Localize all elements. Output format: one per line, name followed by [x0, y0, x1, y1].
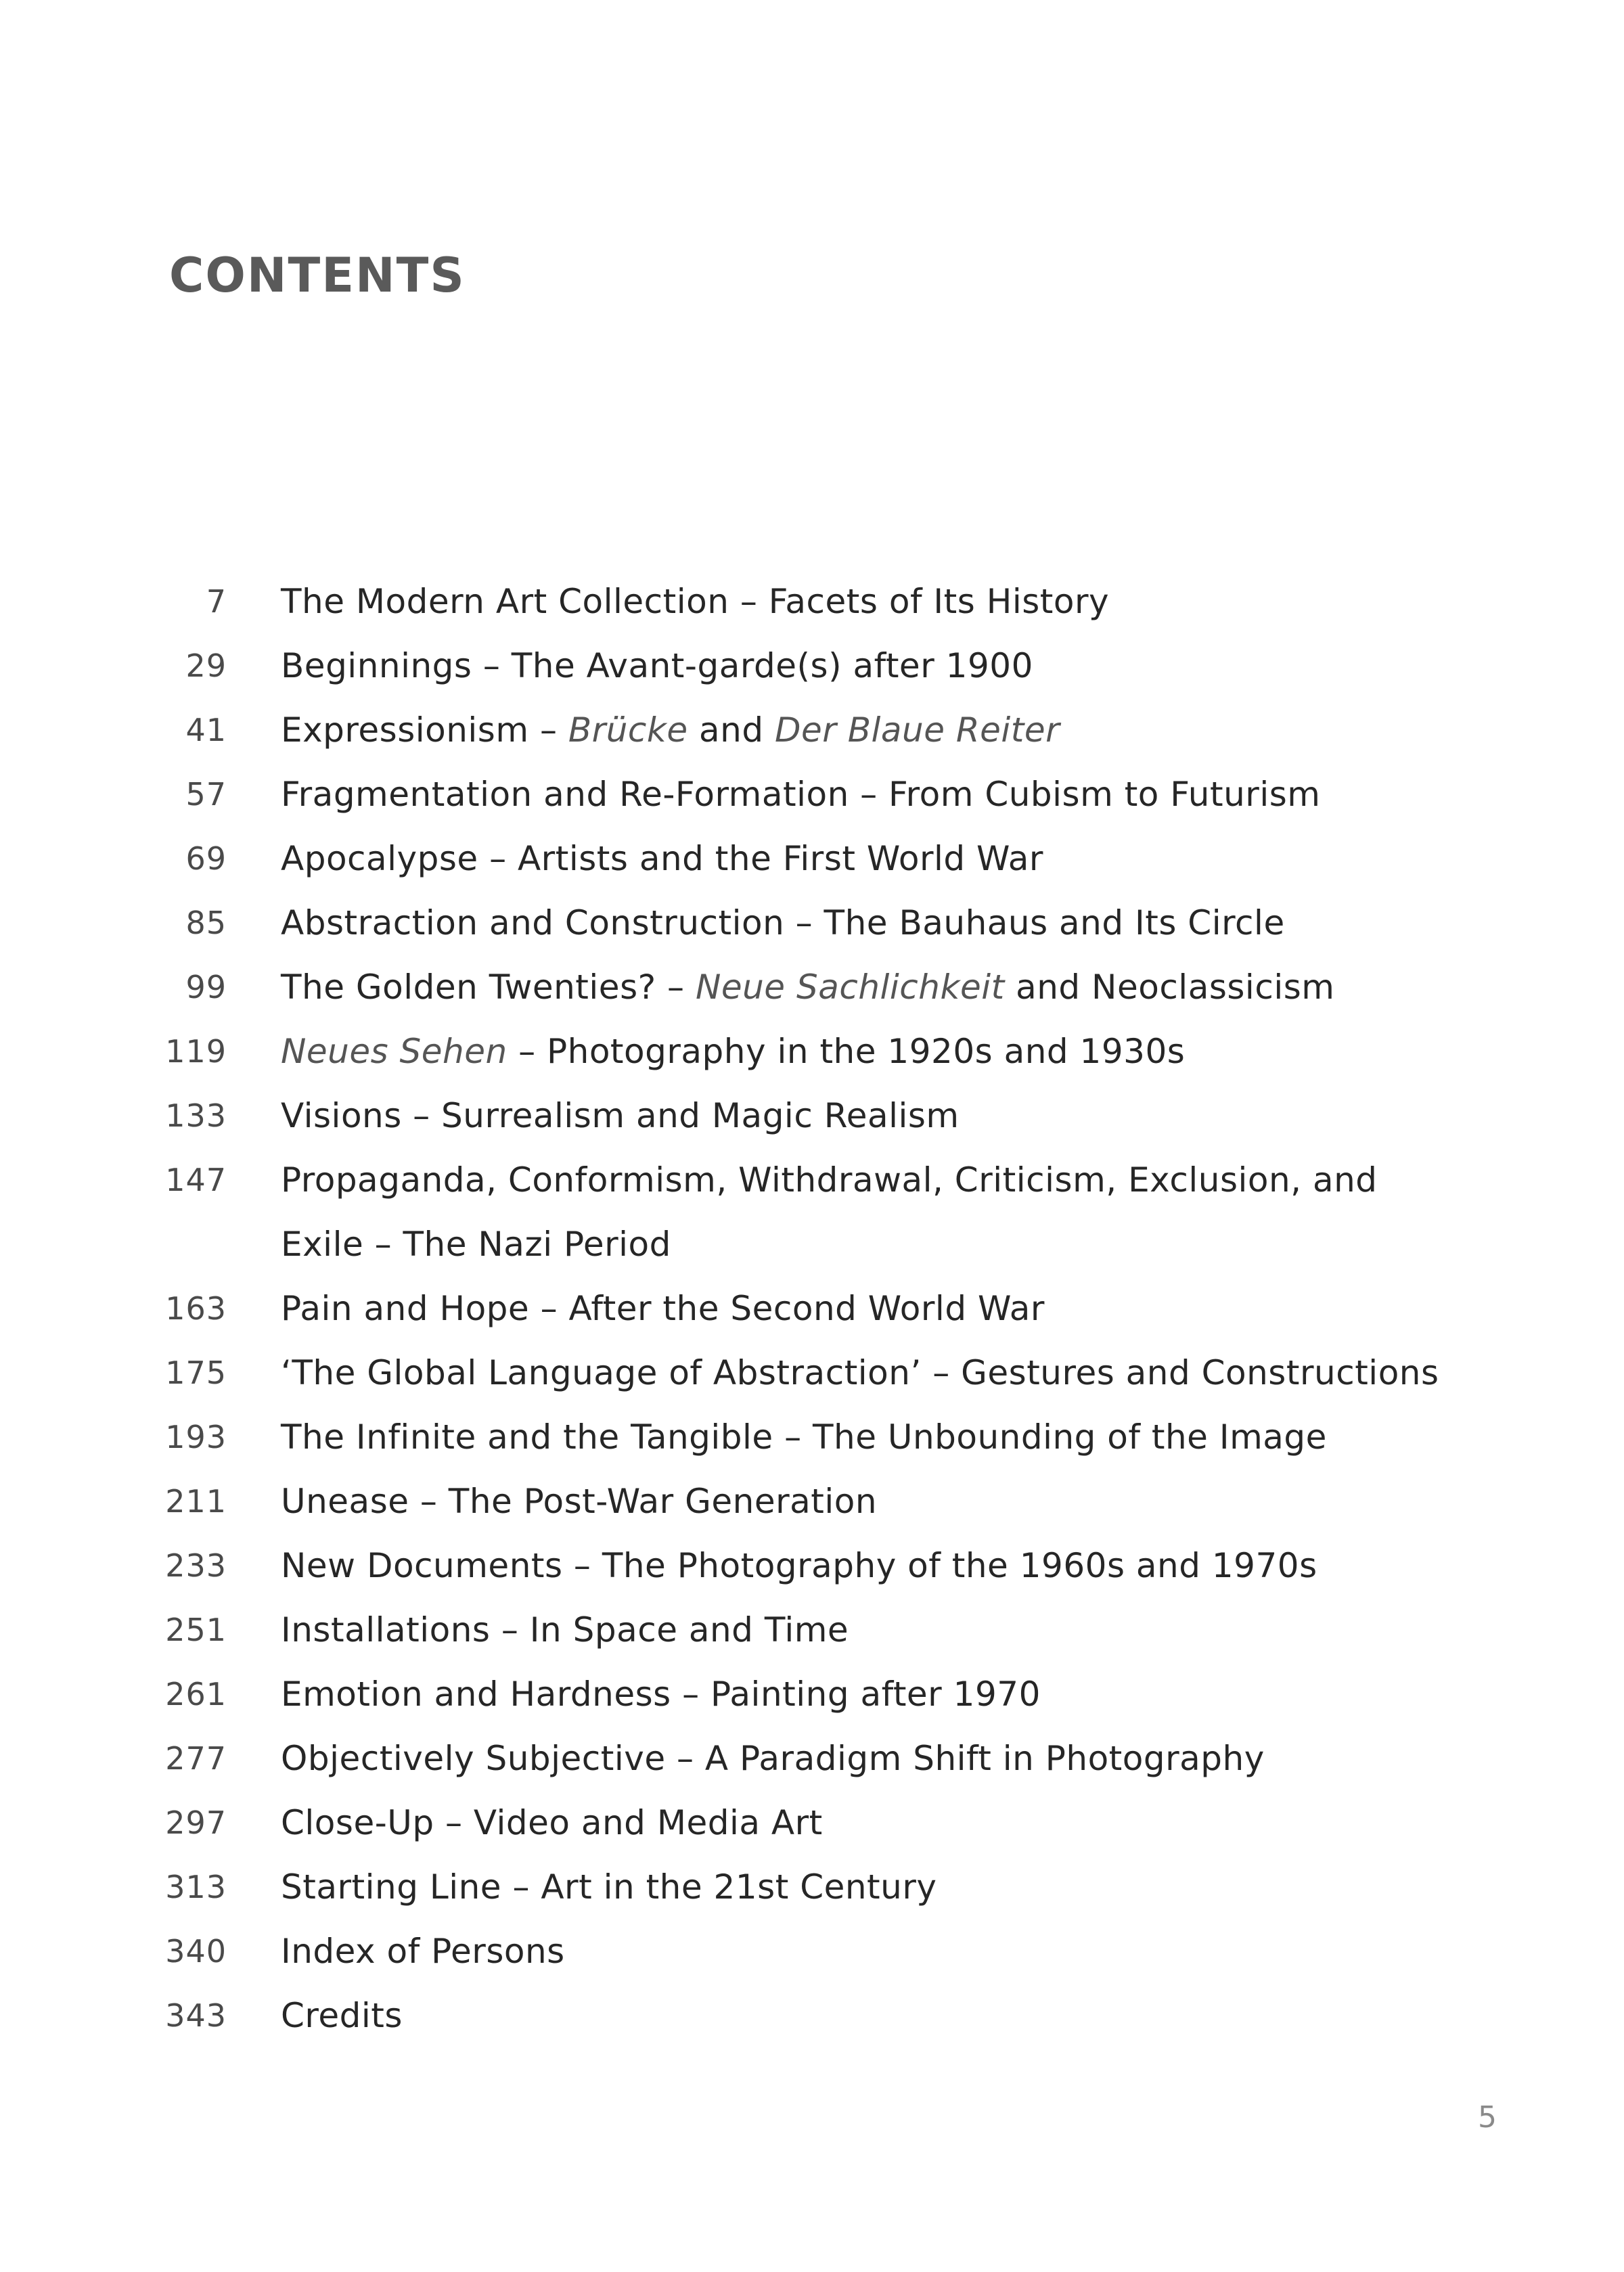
toc-title-segment: ‘The Global Language of Abstraction’ – Gestures and Constructions	[281, 1353, 1439, 1392]
toc-page-number: 193	[165, 1419, 227, 1455]
toc-chapter-title	[281, 1470, 1445, 1534]
toc-entry	[0, 1534, 1624, 1598]
toc-title-segment: Close-Up – Video and Media Art	[281, 1803, 823, 1842]
toc-entry	[0, 891, 1624, 955]
toc-page-number: 233	[165, 1547, 227, 1584]
toc-chapter-title	[281, 1598, 1445, 1662]
toc-chapter-title	[281, 1662, 1445, 1727]
toc-page-number: 297	[165, 1804, 227, 1841]
toc-title-italic-segment: Neues Sehen	[281, 1032, 508, 1071]
contents-heading: CONTENTS	[169, 248, 466, 303]
toc-entry	[0, 1341, 1624, 1405]
toc-title-segment: Starting Line – Art in the 21st Century	[281, 1867, 937, 1907]
toc-page-number: 41	[185, 712, 227, 748]
toc-chapter-title	[281, 955, 1445, 1020]
toc-chapter-title	[281, 827, 1445, 891]
toc-title-segment: New Documents – The Photography of the 1960s and 1970s	[281, 1546, 1317, 1585]
toc-chapter-title	[281, 1148, 1445, 1277]
toc-chapter-title	[281, 634, 1445, 698]
toc-chapter-title	[281, 1020, 1445, 1084]
toc-entry	[0, 1148, 1624, 1277]
toc-page-number: 251	[165, 1612, 227, 1648]
toc-title-segment: Emotion and Hardness – Painting after 1970	[281, 1675, 1041, 1714]
toc-chapter-title	[281, 891, 1445, 955]
toc-entry	[0, 634, 1624, 698]
toc-entry	[0, 1855, 1624, 1919]
toc-entry	[0, 698, 1624, 763]
toc-entry	[0, 1727, 1624, 1791]
toc-chapter-title	[281, 1855, 1445, 1919]
toc-title-segment: Fragmentation and Re-Formation – From Cubism to Futurism	[281, 775, 1321, 814]
toc-page-number: 133	[165, 1097, 227, 1134]
toc-entry	[0, 1984, 1624, 2048]
toc-page-number: 277	[165, 1740, 227, 1777]
toc-entry	[0, 570, 1624, 634]
toc-entry	[0, 1405, 1624, 1470]
toc-chapter-title	[281, 763, 1445, 827]
toc-page-number: 69	[185, 840, 227, 877]
toc-chapter-title	[281, 1277, 1445, 1341]
toc-title-italic-segment: Neue Sachlichkeit	[695, 968, 1005, 1007]
toc-title-segment: Installations – In Space and Time	[281, 1610, 849, 1650]
toc-title-segment: and Neoclassicism	[1004, 968, 1335, 1007]
toc-chapter-title	[281, 570, 1445, 634]
toc-chapter-title	[281, 1405, 1445, 1470]
toc-entry	[0, 827, 1624, 891]
toc-title-segment: Visions – Surrealism and Magic Realism	[281, 1096, 960, 1135]
toc-chapter-title	[281, 1791, 1445, 1855]
toc-title-segment: Expressionism –	[281, 710, 568, 750]
toc-chapter-title	[281, 1534, 1445, 1598]
toc-page-number: 57	[185, 776, 227, 813]
toc-chapter-title	[281, 1341, 1445, 1405]
toc-title-segment: Unease – The Post-War Generation	[281, 1482, 878, 1521]
toc-title-segment: The Golden Twenties? –	[281, 968, 696, 1007]
toc-title-segment: – Photography in the 1920s and 1930s	[507, 1032, 1186, 1071]
toc-page-number: 163	[165, 1290, 227, 1327]
toc-title-segment: The Infinite and the Tangible – The Unbounding of the Image	[281, 1417, 1327, 1457]
toc-entry	[0, 763, 1624, 827]
toc-entry	[0, 1598, 1624, 1662]
toc-entry	[0, 1084, 1624, 1148]
toc-entry	[0, 1919, 1624, 1984]
toc-page-number: 119	[165, 1033, 227, 1070]
toc-title-segment: Index of Persons	[281, 1932, 565, 1971]
toc-entry	[0, 1470, 1624, 1534]
toc-chapter-title	[281, 1084, 1445, 1148]
toc-title-segment: Abstraction and Construction – The Bauhaus and Its Circle	[281, 903, 1285, 942]
toc-page-number: 211	[165, 1483, 227, 1520]
toc-page-number: 175	[165, 1355, 227, 1391]
toc-chapter-title	[281, 1984, 1445, 2048]
toc-chapter-title	[281, 1727, 1445, 1791]
toc-entry	[0, 1020, 1624, 1084]
toc-title-segment: The Modern Art Collection – Facets of Its History	[281, 582, 1110, 621]
toc-entry	[0, 1277, 1624, 1341]
toc-page-number: 7	[206, 583, 227, 620]
toc-title-segment: Pain and Hope – After the Second World War	[281, 1289, 1045, 1328]
toc-title-segment: Propaganda, Conformism, Withdrawal, Criticism, Exclusion, and Exile – The Nazi Period	[281, 1160, 1378, 1264]
toc-entry	[0, 1791, 1624, 1855]
toc-chapter-title	[281, 1919, 1445, 1984]
table-of-contents	[0, 570, 1624, 2048]
toc-page-number: 147	[165, 1162, 227, 1198]
toc-title-segment: Objectively Subjective – A Paradigm Shift in Photography	[281, 1739, 1265, 1778]
toc-entry	[0, 1662, 1624, 1727]
toc-title-segment: and	[687, 710, 775, 750]
toc-page-number: 99	[185, 969, 227, 1005]
toc-page-number: 261	[165, 1676, 227, 1712]
toc-page-number: 343	[165, 1997, 227, 2034]
toc-page-number: 85	[185, 905, 227, 941]
toc-title-segment: Apocalypse – Artists and the First World War	[281, 839, 1043, 878]
toc-title-italic-segment: Brücke	[568, 710, 688, 750]
toc-chapter-title	[281, 698, 1445, 763]
toc-page-number: 313	[165, 1869, 227, 1905]
toc-page-number: 340	[165, 1933, 227, 1970]
toc-title-segment: Beginnings – The Avant-garde(s) after 1900	[281, 646, 1033, 685]
toc-entry	[0, 955, 1624, 1020]
page-number: 5	[1478, 2100, 1497, 2135]
toc-title-italic-segment: Der Blaue Reiter	[774, 710, 1060, 750]
toc-title-segment: Credits	[281, 1996, 403, 2035]
toc-page-number: 29	[185, 647, 227, 684]
